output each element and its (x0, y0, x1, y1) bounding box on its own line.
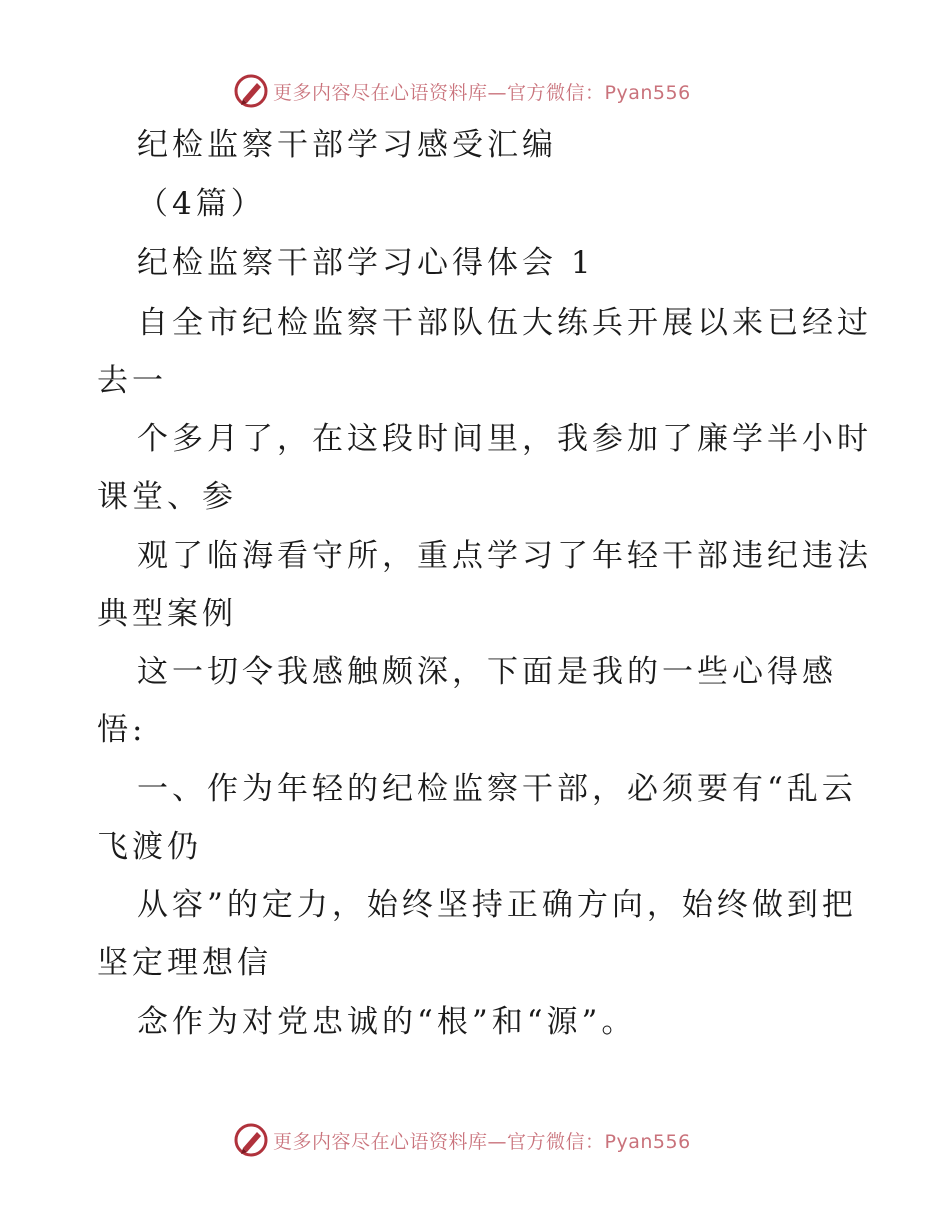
paragraph-line: 悟: (97, 712, 147, 748)
paragraph-line: 个多月了，在这段时间里，我参加了廉学半小时 (137, 421, 872, 457)
paragraph-line: 去一 (97, 363, 167, 399)
pen-logo-icon (233, 73, 269, 109)
banner-text: 更多内容尽在心语资料库—官方微信：Pyan556 (273, 81, 691, 104)
document-title: 纪检监察干部学习感受汇编 (137, 127, 557, 163)
paragraph-line: 这一切令我感触颇深，下面是我的一些心得感 (137, 654, 837, 690)
paragraph-line: 从容”的定力，始终坚持正确方向，始终做到把 (137, 887, 857, 923)
paragraph-line: 自全市纪检监察干部队伍大练兵开展以来已经过 (137, 305, 872, 341)
paragraph-line: 坚定理想信 (97, 945, 272, 981)
paragraph-line: 念作为对党忠诚的“根”和“源”。 (137, 1004, 637, 1040)
paragraph-line: 一、作为年轻的纪检监察干部，必须要有“乱云 (137, 771, 857, 807)
paragraph-line: 课堂、参 (97, 479, 237, 515)
paragraph-line: 观了临海看守所，重点学习了年轻干部违纪违法 (137, 538, 872, 574)
section-heading: 纪检监察干部学习心得体会 1 (137, 245, 595, 281)
paragraph-line: 飞渡仍 (97, 829, 202, 865)
banner-text: 更多内容尽在心语资料库—官方微信：Pyan556 (273, 1130, 691, 1153)
pen-logo-icon (233, 1122, 269, 1158)
header-banner (233, 71, 691, 111)
paragraph-line: 典型案例 (97, 596, 237, 632)
document-subtitle: （4篇） (137, 186, 266, 222)
footer-banner (233, 1120, 691, 1160)
